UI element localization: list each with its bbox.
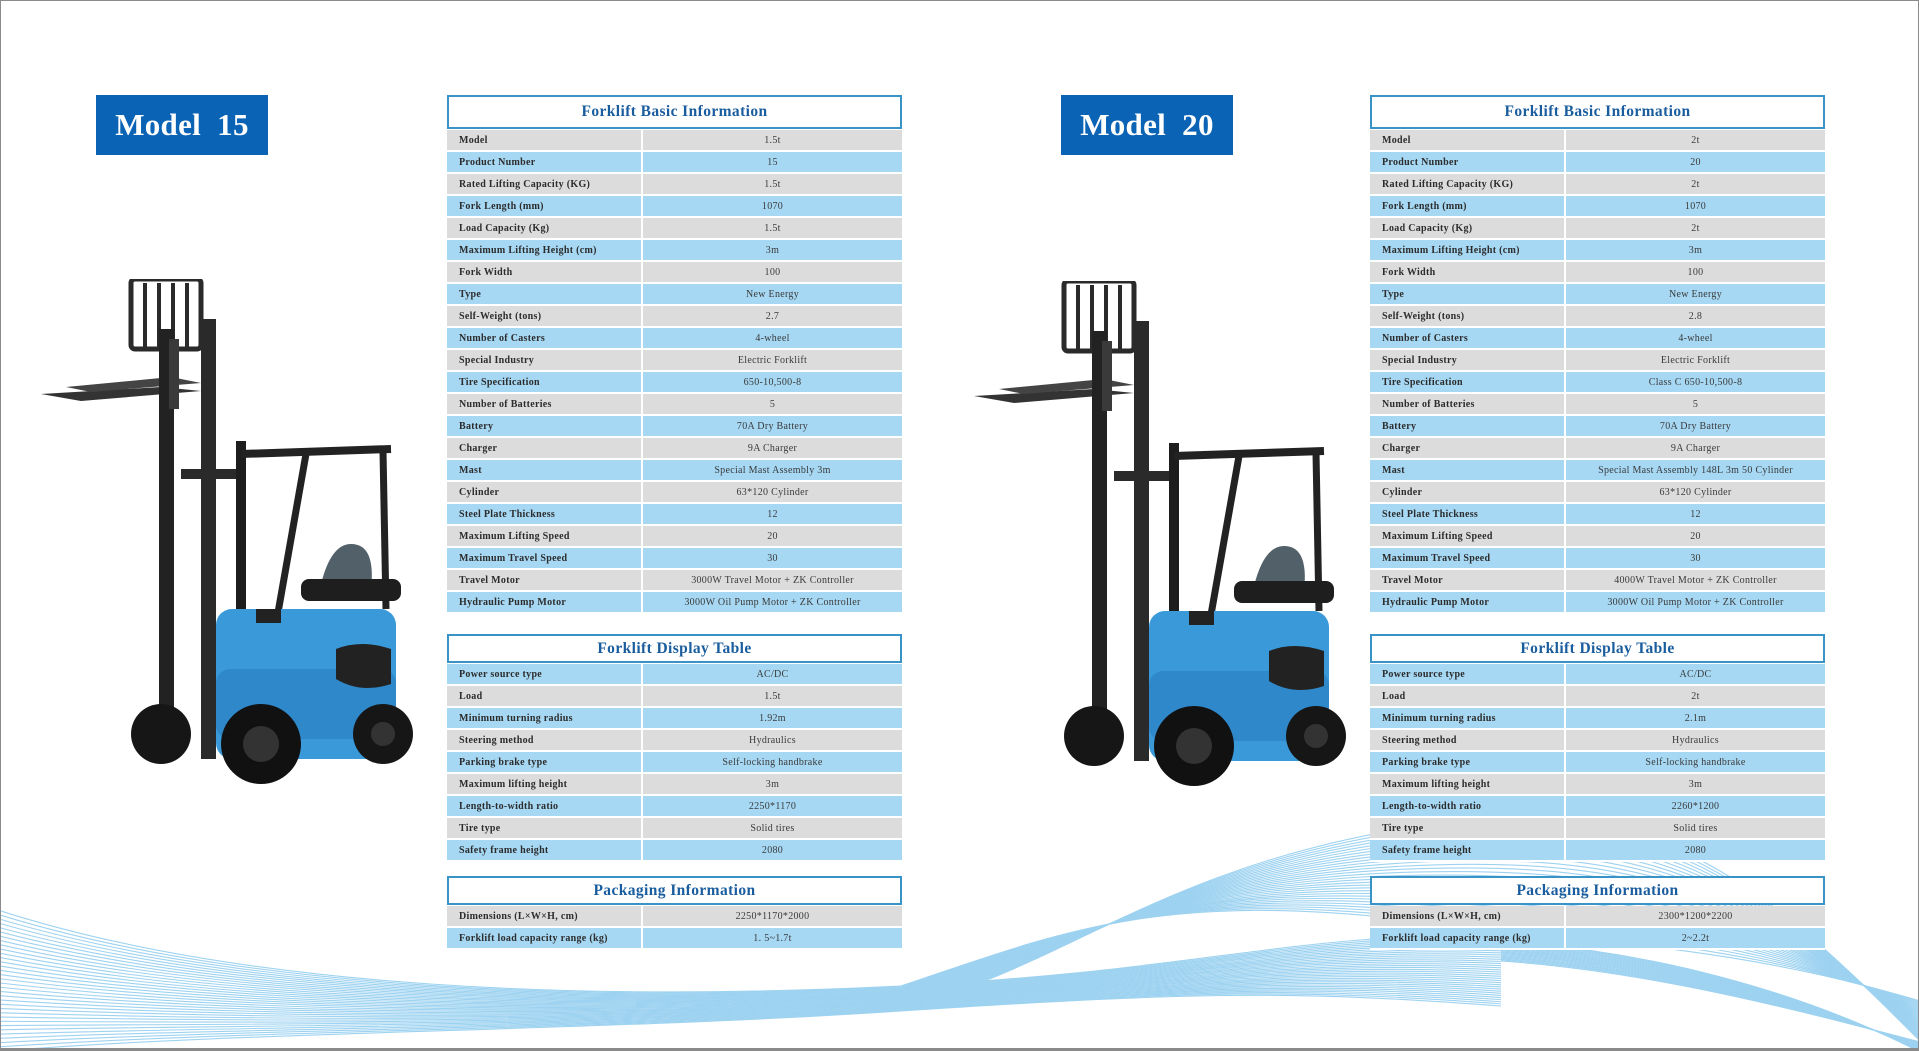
packaging-table (1370, 876, 1825, 950)
table-row (1370, 526, 1825, 548)
spec-value: 2~2.2t (1681, 932, 1710, 944)
table-title: Packaging Information (1370, 876, 1825, 905)
table-title: Forklift Basic Information (1370, 95, 1825, 129)
forklift-image (974, 281, 1364, 811)
spec-value: Special Mast Assembly 148L 3m 50 Cylinder (1598, 464, 1793, 476)
spec-label: Battery (447, 416, 643, 436)
table-row (1370, 394, 1825, 416)
spec-label: Special Industry (1370, 350, 1566, 370)
spec-value: 3m (1688, 244, 1703, 256)
table-row (1370, 840, 1825, 862)
spec-value: 2.8 (1688, 310, 1703, 322)
table-row (447, 262, 902, 284)
table-row (447, 152, 902, 174)
table-row (447, 570, 902, 592)
spec-label: Parking brake type (1370, 752, 1566, 772)
spec-label: Minimum turning radius (1370, 708, 1566, 728)
display-table (1370, 634, 1825, 862)
table-row (1370, 416, 1825, 438)
spec-label: Self-Weight (tons) (447, 306, 643, 326)
table-row (1370, 372, 1825, 394)
spec-value: New Energy (745, 288, 800, 300)
spec-value: 3000W Travel Motor + ZK Controller (691, 574, 854, 586)
spec-value: 20 (1690, 156, 1701, 168)
spec-label: Tire type (1370, 818, 1566, 838)
table-row (1370, 460, 1825, 482)
spec-value: 20 (1690, 530, 1701, 542)
spec-value: 4000W Travel Motor + ZK Controller (1614, 574, 1777, 586)
spec-label: Tire Specification (1370, 372, 1566, 392)
spec-value: 1070 (1684, 200, 1707, 212)
spec-label: Maximum Lifting Speed (447, 526, 643, 546)
spec-value: 30 (767, 552, 778, 564)
spec-label: Rated Lifting Capacity (KG) (447, 174, 643, 194)
spec-value: 12 (767, 508, 778, 520)
spec-label: Cylinder (447, 482, 643, 502)
table-title: Forklift Basic Information (447, 95, 902, 129)
table-row (447, 796, 902, 818)
table-row (447, 328, 902, 350)
spec-value: 2.7 (765, 310, 780, 322)
table-row (447, 526, 902, 548)
spec-label: Tire type (447, 818, 643, 838)
table-row (447, 218, 902, 240)
spec-label: Forklift load capacity range (kg) (1370, 928, 1566, 948)
table-row (447, 372, 902, 394)
spec-label: Steel Plate Thickness (1370, 504, 1566, 524)
table-row (447, 306, 902, 328)
spec-label: Battery (1370, 416, 1566, 436)
spec-label: Maximum lifting height (1370, 774, 1566, 794)
spec-label: Product Number (447, 152, 643, 172)
spec-label: Mast (447, 460, 643, 480)
spec-label: Power source type (447, 664, 643, 684)
spec-value: 70A Dry Battery (736, 420, 809, 432)
table-row (1370, 350, 1825, 372)
table-row (1370, 752, 1825, 774)
spec-value: 2260*1200 (1671, 800, 1720, 812)
spec-value: Solid tires (750, 822, 795, 834)
spec-value: 1.5t (764, 690, 781, 702)
spec-label: Model (1370, 130, 1566, 150)
spec-value: 3m (765, 778, 780, 790)
basic-info-table (447, 95, 902, 614)
table-row (1370, 906, 1825, 928)
spec-value: Hydraulics (1672, 734, 1719, 746)
spec-label: Maximum Lifting Height (cm) (1370, 240, 1566, 260)
spec-value: 1.5t (764, 178, 781, 190)
table-row (447, 350, 902, 372)
table-row (447, 686, 902, 708)
table-row (1370, 218, 1825, 240)
table-row (447, 174, 902, 196)
model-badge: Model 20 (1061, 95, 1233, 155)
table-row (1370, 306, 1825, 328)
spec-label: Steering method (447, 730, 643, 750)
spec-label: Tire Specification (447, 372, 643, 392)
table-row (1370, 438, 1825, 460)
spec-value: Class C 650-10,500-8 (1648, 376, 1743, 388)
spec-label: Number of Batteries (1370, 394, 1566, 414)
spec-label: Steel Plate Thickness (447, 504, 643, 524)
model-badge: Model 15 (96, 95, 268, 155)
spec-value: AC/DC (1679, 668, 1712, 680)
spec-label: Length-to-width ratio (447, 796, 643, 816)
spec-value: 30 (1690, 552, 1701, 564)
spec-value: New Energy (1668, 288, 1723, 300)
spec-value: 3m (1688, 778, 1703, 790)
table-row (1370, 570, 1825, 592)
table-row (447, 818, 902, 840)
spec-value: 15 (767, 156, 778, 168)
spec-value: AC/DC (756, 668, 789, 680)
spec-value: 2080 (761, 844, 784, 856)
spec-value: 63*120 Cylinder (1659, 486, 1732, 498)
table-row (1370, 240, 1825, 262)
spec-value: 63*120 Cylinder (736, 486, 809, 498)
spec-label: Load (1370, 686, 1566, 706)
spec-value: 100 (1687, 266, 1704, 278)
table-row (447, 774, 902, 796)
spec-label: Maximum Lifting Speed (1370, 526, 1566, 546)
spec-value: Solid tires (1673, 822, 1718, 834)
table-row (447, 460, 902, 482)
spec-label: Charger (447, 438, 643, 458)
spec-label: Number of Casters (447, 328, 643, 348)
table-row (1370, 664, 1825, 686)
spec-value: 1.92m (759, 712, 786, 724)
spec-label: Maximum Travel Speed (1370, 548, 1566, 568)
table-title: Packaging Information (447, 876, 902, 905)
spec-value: 2080 (1684, 844, 1707, 856)
table-title: Forklift Display Table (1370, 634, 1825, 663)
spec-label: Steering method (1370, 730, 1566, 750)
table-row (447, 708, 902, 730)
table-row (447, 416, 902, 438)
table-row (447, 664, 902, 686)
spec-label: Fork Width (447, 262, 643, 282)
spec-label: Number of Batteries (447, 394, 643, 414)
table-row (1370, 730, 1825, 752)
spec-label: Travel Motor (447, 570, 643, 590)
table-row (447, 840, 902, 862)
spec-label: Fork Length (mm) (447, 196, 643, 216)
spec-label: Type (1370, 284, 1566, 304)
spec-label: Forklift load capacity range (kg) (447, 928, 643, 948)
spec-value: 5 (769, 398, 776, 410)
table-row (1370, 592, 1825, 614)
spec-value: Self-locking handbrake (1645, 756, 1746, 768)
table-row (447, 752, 902, 774)
spec-value: 9A Charger (747, 442, 798, 454)
spec-value: 3000W Oil Pump Motor + ZK Controller (1607, 596, 1784, 608)
spec-label: Load Capacity (Kg) (1370, 218, 1566, 238)
spec-label: Maximum Travel Speed (447, 548, 643, 568)
spec-label: Maximum lifting height (447, 774, 643, 794)
spec-value: 4-wheel (1678, 332, 1713, 344)
table-row (1370, 196, 1825, 218)
spec-value: 2t (1691, 178, 1700, 190)
spec-label: Load Capacity (Kg) (447, 218, 643, 238)
spec-label: Number of Casters (1370, 328, 1566, 348)
table-row (1370, 262, 1825, 284)
table-row (1370, 774, 1825, 796)
spec-label: Mast (1370, 460, 1566, 480)
spec-label: Dimensions (L×W×H, cm) (447, 906, 643, 926)
spec-value: 3000W Oil Pump Motor + ZK Controller (684, 596, 861, 608)
spec-label: Power source type (1370, 664, 1566, 684)
spec-value: 100 (764, 266, 781, 278)
spec-label: Minimum turning radius (447, 708, 643, 728)
spec-label: Hydraulic Pump Motor (1370, 592, 1566, 612)
spec-label: Length-to-width ratio (1370, 796, 1566, 816)
spec-label: Type (447, 284, 643, 304)
table-row (1370, 708, 1825, 730)
table-title: Forklift Display Table (447, 634, 902, 663)
table-row (1370, 328, 1825, 350)
spec-label: Dimensions (L×W×H, cm) (1370, 906, 1566, 926)
spec-label: Hydraulic Pump Motor (447, 592, 643, 612)
spec-label: Fork Width (1370, 262, 1566, 282)
spec-label: Charger (1370, 438, 1566, 458)
spec-label: Maximum Lifting Height (cm) (447, 240, 643, 260)
spec-label: Special Industry (447, 350, 643, 370)
table-row (1370, 284, 1825, 306)
spec-label: Rated Lifting Capacity (KG) (1370, 174, 1566, 194)
spec-value: 4-wheel (755, 332, 790, 344)
table-row (1370, 796, 1825, 818)
spec-value: Hydraulics (749, 734, 796, 746)
spec-value: 650-10,500-8 (743, 376, 802, 388)
spec-label: Model (447, 130, 643, 150)
table-row (1370, 152, 1825, 174)
spec-value: 2.1m (1684, 712, 1707, 724)
table-row (447, 906, 902, 928)
table-row (447, 438, 902, 460)
spec-label: Safety frame height (447, 840, 643, 860)
spec-value: 20 (767, 530, 778, 542)
spec-value: 2250*1170 (748, 800, 797, 812)
spec-value: 1. 5~1.7t (753, 932, 792, 944)
spec-value: Electric Forklift (737, 354, 808, 366)
table-row (1370, 482, 1825, 504)
table-row (1370, 686, 1825, 708)
spec-value: 2t (1691, 222, 1700, 234)
table-row (1370, 504, 1825, 526)
spec-value: 3m (765, 244, 780, 256)
spec-label: Self-Weight (tons) (1370, 306, 1566, 326)
spec-label: Safety frame height (1370, 840, 1566, 860)
table-row (447, 482, 902, 504)
table-row (1370, 130, 1825, 152)
table-row (447, 730, 902, 752)
spec-value: 2t (1691, 134, 1700, 146)
spec-value: 2t (1691, 690, 1700, 702)
forklift-image (41, 279, 431, 809)
table-row (447, 284, 902, 306)
table-row (447, 196, 902, 218)
table-row (1370, 174, 1825, 196)
spec-label: Load (447, 686, 643, 706)
table-row (447, 240, 902, 262)
spec-value: 5 (1692, 398, 1699, 410)
table-row (1370, 928, 1825, 950)
spec-value: 9A Charger (1670, 442, 1721, 454)
spec-label: Parking brake type (447, 752, 643, 772)
table-row (447, 394, 902, 416)
spec-value: 1.5t (764, 222, 781, 234)
table-row (1370, 548, 1825, 570)
spec-label: Cylinder (1370, 482, 1566, 502)
spec-value: Special Mast Assembly 3m (714, 464, 831, 476)
table-row (1370, 818, 1825, 840)
spec-value: 2300*1200*2200 (1658, 910, 1733, 922)
packaging-table (447, 876, 902, 950)
spec-value: 1070 (761, 200, 784, 212)
spec-value: 1.5t (764, 134, 781, 146)
spec-label: Travel Motor (1370, 570, 1566, 590)
table-row (447, 130, 902, 152)
spec-value: Self-locking handbrake (722, 756, 823, 768)
spec-label: Fork Length (mm) (1370, 196, 1566, 216)
basic-info-table (1370, 95, 1825, 614)
table-row (447, 504, 902, 526)
spec-value: 70A Dry Battery (1659, 420, 1732, 432)
table-row (447, 548, 902, 570)
spec-value: Electric Forklift (1660, 354, 1731, 366)
table-row (447, 592, 902, 614)
spec-label: Product Number (1370, 152, 1566, 172)
spec-value: 12 (1690, 508, 1701, 520)
spec-value: 2250*1170*2000 (735, 910, 810, 922)
display-table (447, 634, 902, 862)
table-row (447, 928, 902, 950)
